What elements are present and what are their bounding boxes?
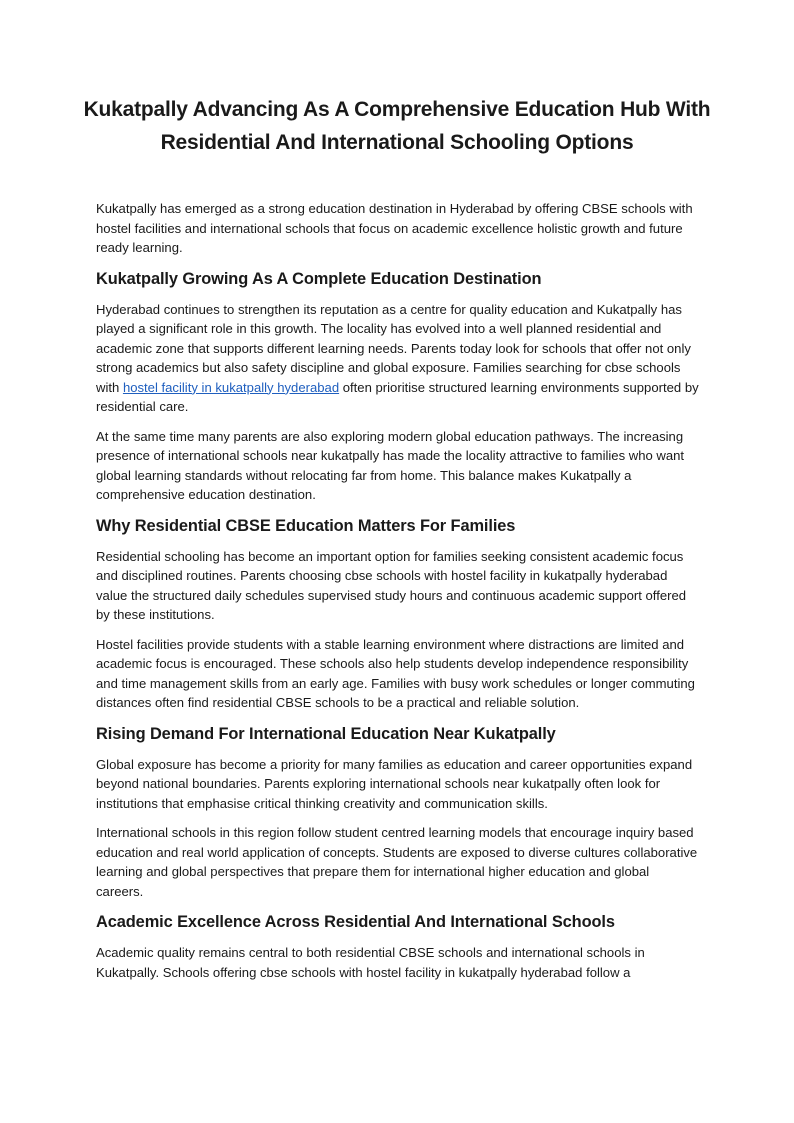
section-4-paragraph-1: Academic quality remains central to both residential CBSE schools and international schools in Kukatpally. Schools offering cbse schools with hostel facility in kukatpally hyderabad follow a — [96, 945, 645, 980]
section-heading-residential-cbse: Why Residential CBSE Education Matters For Families — [96, 516, 516, 535]
paragraph-text: Hyderabad continues to strengthen its reputation as a centre for quality education and Kukatpally has played a significant role in this growth. The locality has evolved into a well planned residential and academic zone that supports different learning needs. Parents today look for schools that offer not only strong academics but also safety discipline and global exposure. Families searching for cbse schools with — [96, 301, 691, 395]
section-heading-academic-excellence: Academic Excellence Across Residential And International Schools — [96, 913, 615, 931]
section-2-paragraph-2: Hostel facilities provide students with a stable learning environment where distractions are limited and academic focus is encouraged. These schools also help students develop independence responsibility and time management skills from an early age. Families with busy work schedules or longer commuting distances often find residential CBSE schools to be a practical and reliable solution. — [96, 636, 695, 710]
page-title: Kukatpally Advancing As A Comprehensive Education Hub With Residential And International Schooling Options — [83, 98, 711, 154]
section-heading-international-education: Rising Demand For International Education Near Kukatpally — [96, 724, 556, 743]
section-3-paragraph-1: Global exposure has become a priority for many families as education and career opportunities expand beyond national boundaries. Parents exploring international schools near kukatpally often look for institutions that emphasise critical thinking creativity and communication skills. — [96, 756, 693, 811]
intro-paragraph: Kukatpally has emerged as a strong education destination in Hyderabad by offering CBSE schools with hostel facilities and international schools that focus on academic excellence holistic growth and future ready learning. — [96, 201, 693, 255]
hostel-facility-link[interactable]: hostel facility in kukatpally hyderabad — [122, 379, 340, 395]
section-1-paragraph-2: At the same time many parents are also exploring modern global education pathways. The increasing presence of international schools near kukatpally has made the locality attractive to families who want global learning standards without relocating far from home. This balance makes Kukatpally a comprehensive education destination. — [96, 428, 685, 502]
section-heading-education-destination: Kukatpally Growing As A Complete Education Destination — [96, 269, 542, 288]
section-1-paragraph-1 — [96, 300, 700, 417]
paragraph-text: often prioritise structured learning environments supported by residential care. — [96, 379, 699, 414]
section-3-paragraph-2: International schools in this region follow student centred learning models that encourage inquiry based education and real world application of concepts. Students are exposed to diverse cultures collaborative learning and global perspectives that prepare them for international higher education and global careers. — [96, 825, 698, 899]
section-2-paragraph-1: Residential schooling has become an important option for families seeking consistent academic focus and disciplined routines. Parents choosing cbse schools with hostel facility in kukatpally hyderabad value the structured daily schedules supervised study hours and continuous academic support offered by these institutions. — [96, 548, 687, 622]
article-body — [96, 199, 700, 992]
